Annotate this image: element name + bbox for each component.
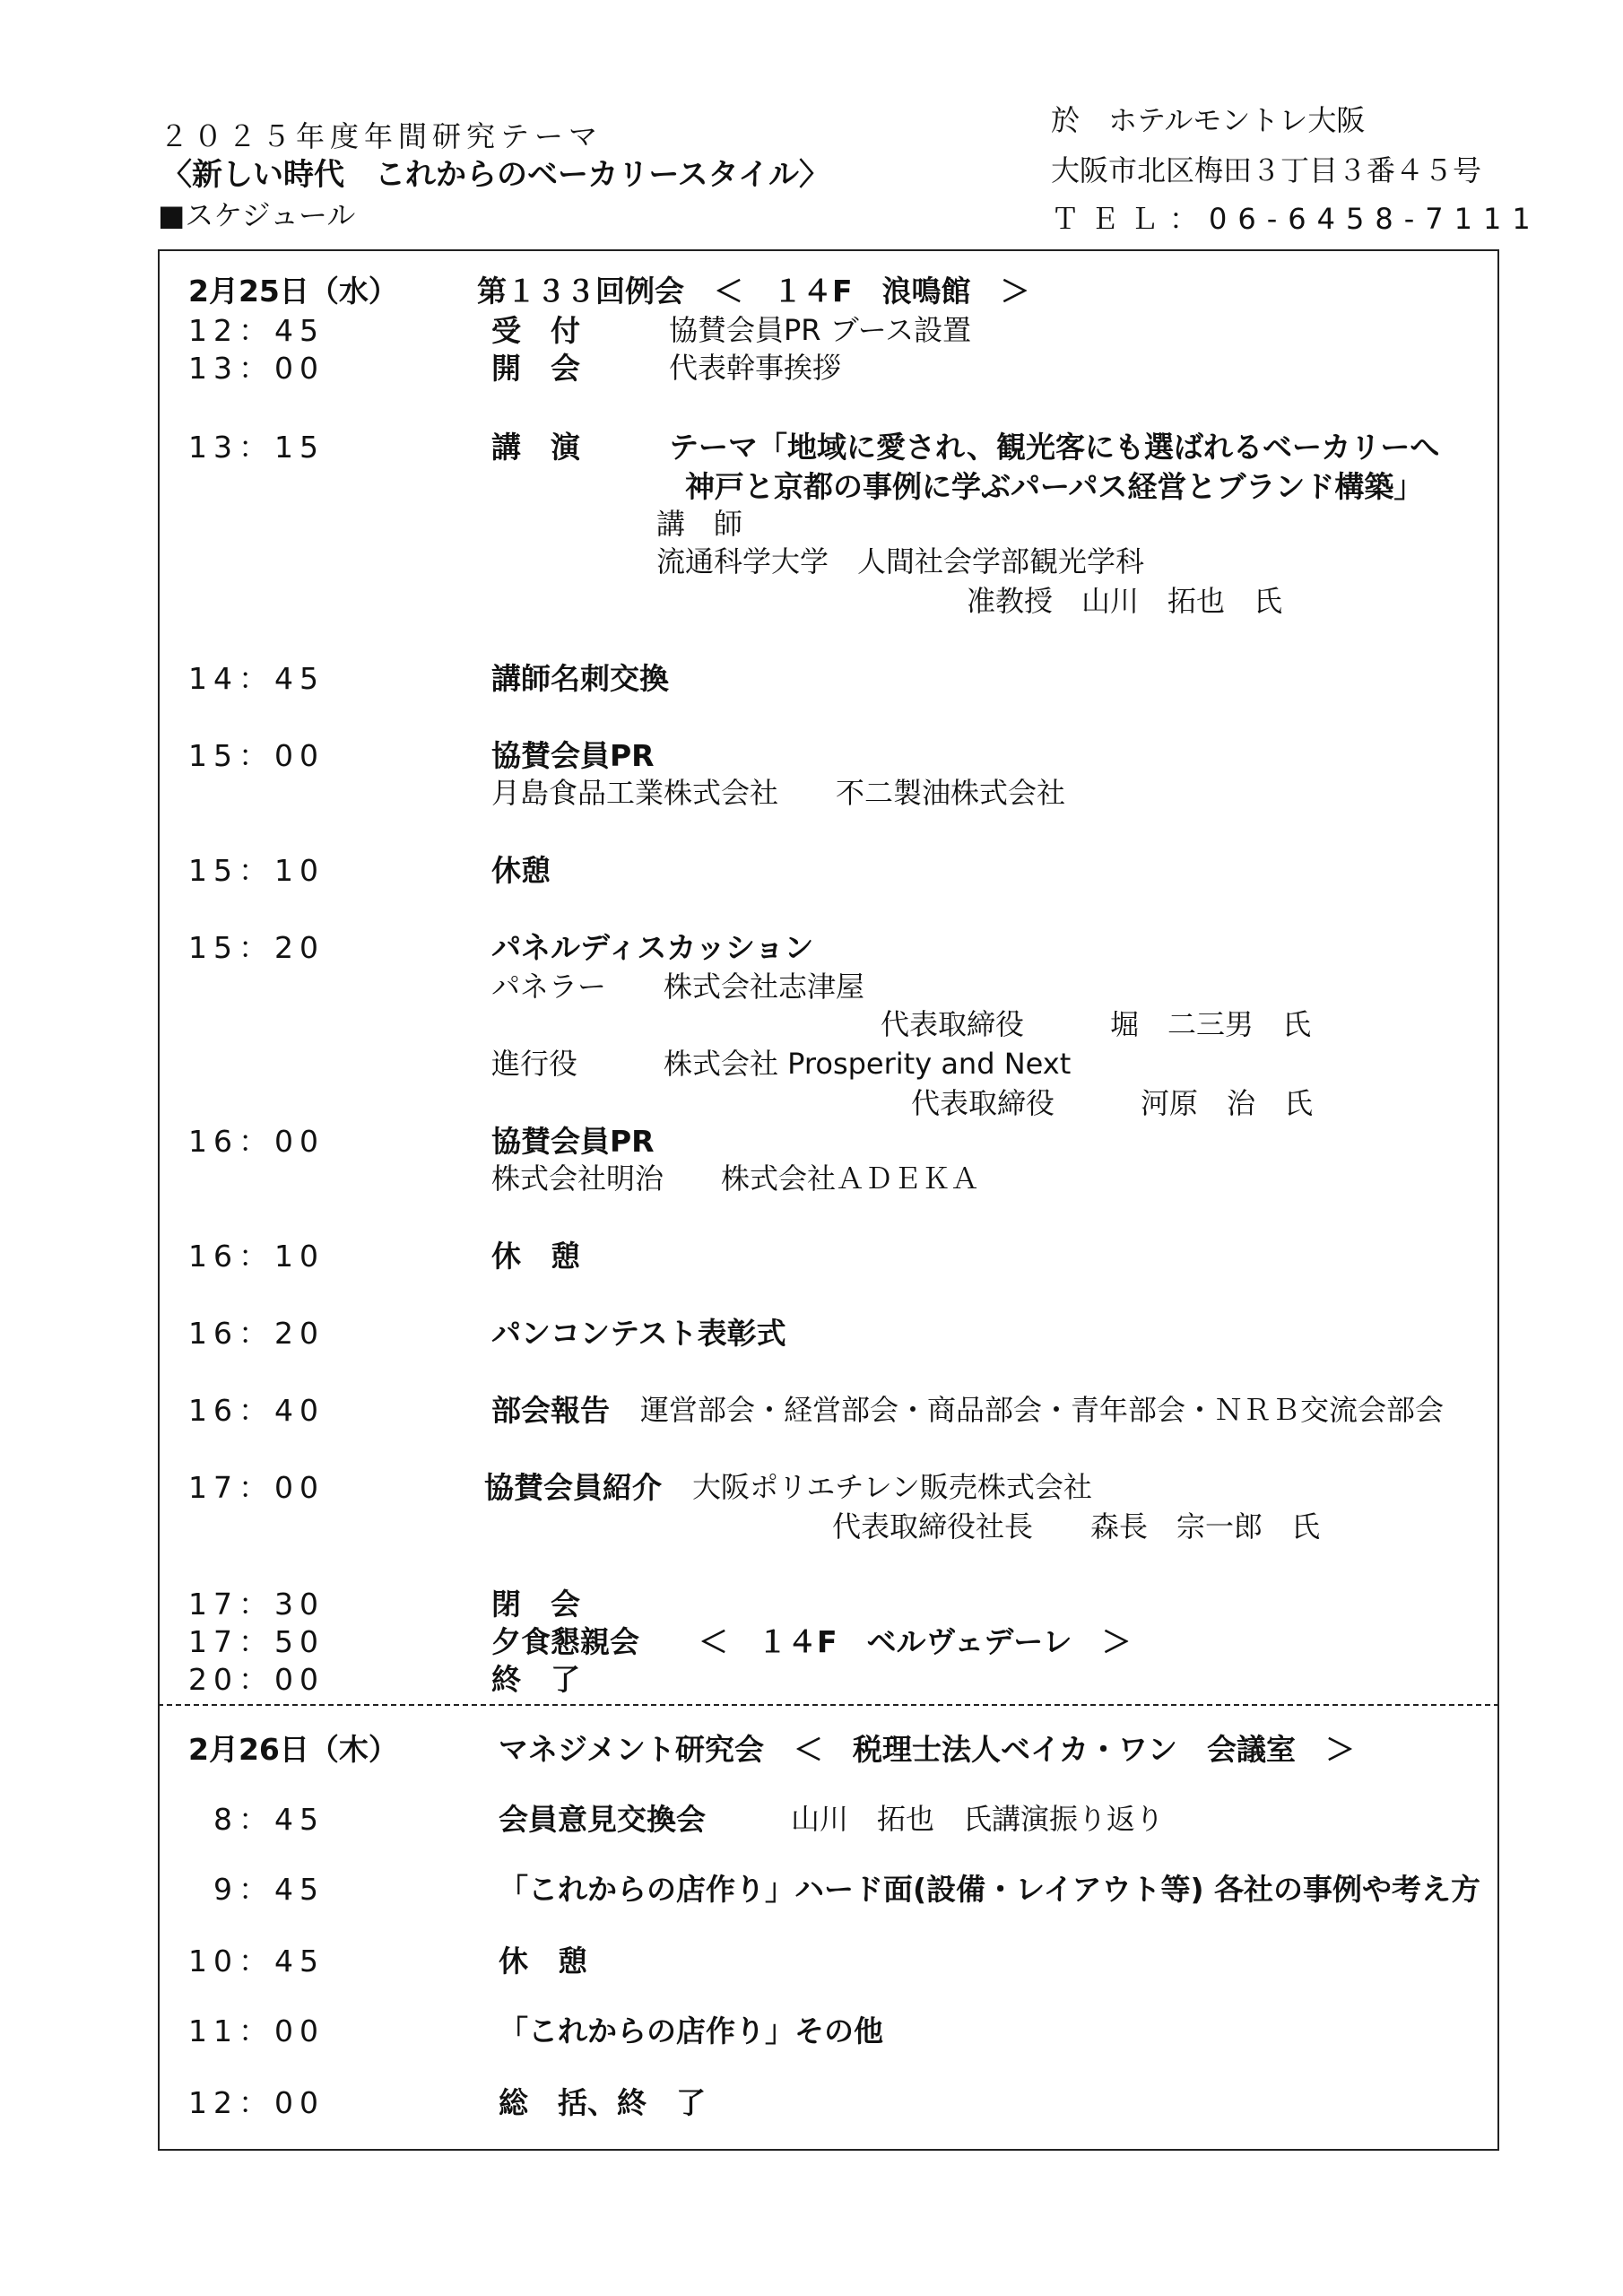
detail-opening: 代表幹事挨拶 (669, 351, 842, 385)
detail-committee-report: 運営部会・経営部会・商品部会・青年部会・ＮＲＢ交流会部会 (640, 1393, 1445, 1427)
theme-label: ２０２５年度年間研究テーマ (160, 119, 603, 153)
label-committee-report: 部会報告 (491, 1393, 610, 1428)
lecture-speaker-label: 講 師 (656, 507, 743, 541)
time-0945: 9：45 (213, 1872, 325, 1907)
label-contest-award: パンコンテスト表彰式 (491, 1316, 786, 1351)
day2-date: 2月26日（木） (188, 1732, 398, 1767)
label-panel: パネルディスカッション (491, 930, 814, 965)
theme-title: 〈新しい時代 これからのベーカリースタイル〉 (161, 157, 829, 193)
time-1520: 15：20 (188, 930, 325, 965)
time-1200: 12：00 (188, 2085, 325, 2120)
time-1300: 13：00 (188, 351, 325, 386)
day1-date: 2月25日（水） (188, 274, 398, 309)
lecture-theme-line2: 神戸と京都の事例に学ぶパーパス経営とブランド構築」 (685, 469, 1424, 504)
label-store-other: 「これからの店作り」その他 (499, 2013, 883, 2048)
detail-opinion-exchange: 山川 拓也 氏講演振り返り (791, 1802, 1165, 1836)
time-1500: 15：00 (188, 738, 325, 773)
panel-panelist: パネラー 株式会社志津屋 (491, 970, 865, 1004)
time-1730: 17：30 (188, 1587, 325, 1622)
label-break-2: 休 憩 (491, 1239, 580, 1274)
detail-sponsor-pr-2: 株式会社明治 株式会社ＡＤＥＫＡ (491, 1161, 980, 1196)
panel-moderator: 進行役 株式会社 Prosperity and Next (491, 1047, 1072, 1081)
label-break-day2: 休 憩 (499, 1944, 587, 1979)
day2-title: マネジメント研究会 ＜ 税理士法人ベイカ・ワン 会議室 ＞ (499, 1732, 1356, 1767)
detail-sponsor-pr-1: 月島食品工業株式会社 不二製油株式会社 (491, 776, 1066, 810)
label-opinion-exchange: 会員意見交換会 (499, 1802, 706, 1837)
label-closing: 閉 会 (491, 1587, 580, 1622)
time-1315: 13：15 (188, 430, 325, 465)
time-1620: 16：20 (188, 1316, 325, 1351)
label-summary-end: 総 括、終 了 (499, 2085, 706, 2120)
time-1600: 16：00 (188, 1124, 325, 1159)
label-dinner: 夕食懇親会 ＜ １４F ベルヴェデーレ ＞ (491, 1624, 1132, 1659)
label-end-day1: 終 了 (491, 1662, 580, 1697)
label-store-hardware: 「これからの店作り」ハード面(設備・レイアウト等) 各社の事例や考え方 (499, 1872, 1481, 1907)
label-reception: 受 付 (491, 313, 580, 348)
schedule-frame (158, 249, 1499, 2151)
tel: ＴＥＬ：06-6458-7111 (1051, 202, 1541, 236)
label-sponsor-pr-1: 協賛会員PR (491, 738, 655, 773)
venue: 於 ホテルモントレ大阪 (1051, 103, 1366, 137)
lecture-theme-line1: テーマ「地域に愛され、観光客にも選ばれるベーカリーへ (669, 430, 1440, 465)
time-1750: 17：50 (188, 1624, 325, 1659)
label-opening: 開 会 (491, 351, 580, 386)
time-1640: 16：40 (188, 1393, 325, 1428)
address: 大阪市北区梅田３丁目３番４５号 (1051, 153, 1482, 187)
detail-sponsor-intro: 大阪ポリエチレン販売株式会社 (692, 1470, 1092, 1504)
label-break-1: 休憩 (491, 853, 551, 888)
label-sponsor-intro: 協賛会員紹介 (484, 1470, 662, 1505)
time-1700: 17：00 (188, 1470, 325, 1505)
label-sponsor-pr-2: 協賛会員PR (491, 1124, 655, 1159)
detail-sponsor-intro-name: 代表取締役社長 森長 宗一郎 氏 (832, 1509, 1321, 1544)
time-1100: 11：00 (188, 2013, 325, 2048)
day1-title: 第１３３回例会 ＜ １４F 浪鳴館 ＞ (477, 274, 1030, 309)
lecture-speaker-name: 准教授 山川 拓也 氏 (967, 584, 1283, 618)
detail-reception: 協賛会員PR ブース設置 (669, 313, 972, 347)
time-1445: 14：45 (188, 661, 325, 696)
label-lecture: 講 演 (491, 430, 580, 465)
schedule-label: ■スケジュール (158, 198, 356, 232)
time-0845: 8：45 (213, 1802, 325, 1837)
time-1510: 15：10 (188, 853, 325, 888)
label-card-exchange: 講師名刺交換 (491, 661, 669, 696)
panel-moderator-name: 代表取締役 河原 治 氏 (911, 1086, 1314, 1120)
time-1245: 12：45 (188, 313, 325, 348)
day-divider (158, 1704, 1499, 1706)
time-1045: 10：45 (188, 1944, 325, 1979)
lecture-speaker-affiliation: 流通科学大学 人間社会学部観光学科 (656, 544, 1145, 578)
time-1610: 16：10 (188, 1239, 325, 1274)
time-2000: 20：00 (188, 1662, 325, 1697)
panel-panelist-name: 代表取締役 堀 二三男 氏 (881, 1007, 1312, 1041)
